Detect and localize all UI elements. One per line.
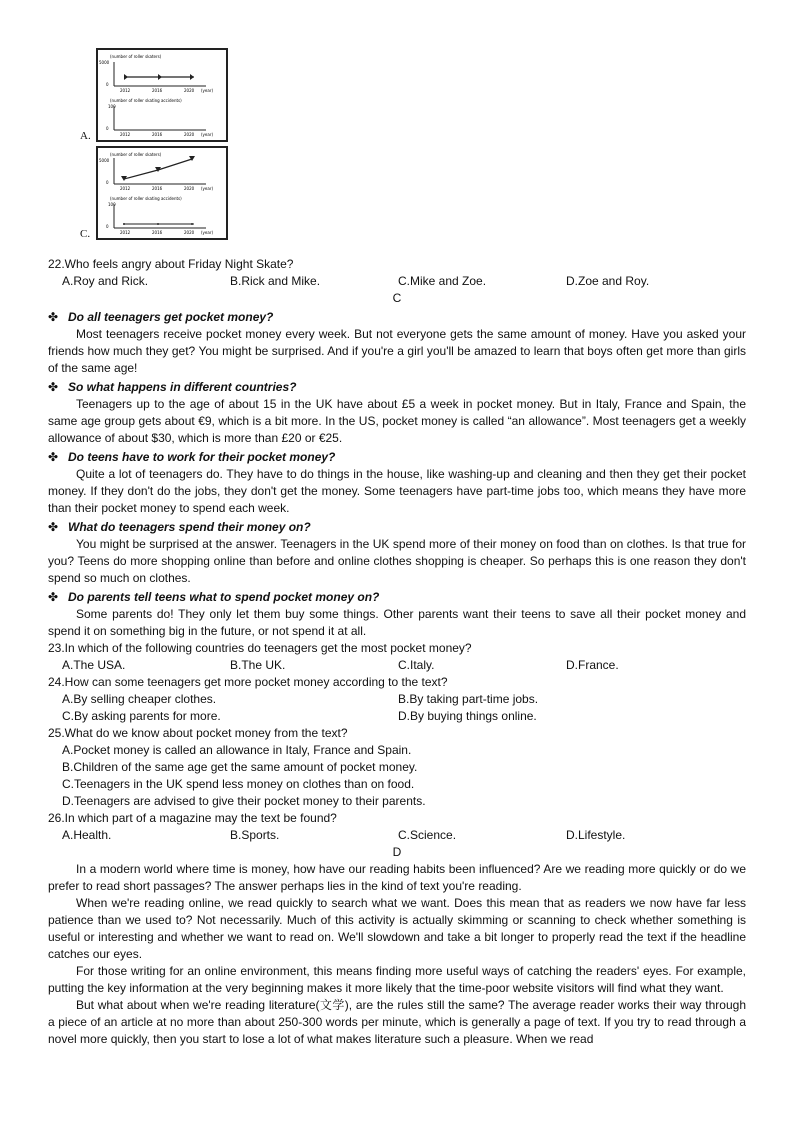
top-xunit: (year) (201, 186, 214, 191)
option-d: D.Zoe and Roy. (566, 274, 650, 288)
bottom-ylabel: (number of roller skating accidents) (110, 196, 182, 201)
bottom-xunit: (year) (201, 132, 214, 137)
exam-content (48, 256, 746, 1048)
passage-paragraph: Teenagers up to the age of about 15 in the UK have about £5 a week in pocket money. But in Italy, France and Spain, the same age group gets about €9, which is a bit more. In the US, pocket money is called “an allowance”. Most teenagers get a weekly allowance of about $30, which is more than £20 or €25. (48, 397, 746, 445)
passage-paragraph: Some parents do! They only let them buy some things. Other parents want their teens to save all their pocket money and spend it on something big in the future, or not spend it at all. (48, 607, 746, 638)
clover-bullet-icon: ✤ (48, 310, 59, 324)
bottom-xtick: 2016 (152, 132, 163, 137)
bottom-xtick: 2020 (184, 230, 195, 235)
passage-paragraph: But what about when we're reading literature(文学), are the rules still the same? The average reader works their way through a piece of an article at no more than about 250-300 words per minute, which is generally a page of text. If you try to read through a novel more quickly, then you start to lose a lot of what makes literature such a pleasure. When we read (48, 998, 746, 1046)
clover-bullet-icon: ✤ (48, 520, 59, 534)
figure-a-box (96, 48, 228, 142)
option-a: A.Roy and Rick. (62, 274, 149, 288)
bottom-origin: 0 (106, 224, 109, 229)
option-d: D.By buying things online. (398, 709, 537, 723)
bottom-xtick: 2012 (120, 132, 131, 137)
bottom-xtick: 2016 (152, 230, 163, 235)
bottom-xtick: 2020 (184, 132, 195, 137)
passage-paragraph: Quite a lot of teenagers do. They have to do things in the house, like washing-up and cleaning and then they get their pocket money. If they don't do the jobs, they don't get the money. Some teenagers have part-time jobs too, which means they have more than their pocket money to spend each week. (48, 467, 746, 515)
top-origin: 0 (106, 180, 109, 185)
question-24: 24.How can some teenagers get more pocket money according to the text? (48, 675, 448, 689)
option-a: A.Pocket money is called an allowance in Italy, France and Spain. (62, 743, 412, 757)
heading-text: So what happens in different countries? (68, 380, 297, 394)
option-d: D.Teenagers are advised to give their pocket money to their parents. (62, 794, 426, 808)
passage-heading (48, 449, 746, 466)
figure-letter: A. (80, 130, 91, 142)
top-xtick: 2020 (184, 186, 195, 191)
top-xtick: 2012 (120, 88, 131, 93)
question-23: 23.In which of the following countries do teenagers get the most pocket money? (48, 641, 472, 655)
passage-heading (48, 309, 746, 326)
heading-text: Do parents tell teens what to spend pocket money on? (68, 590, 380, 604)
passage-heading (48, 589, 746, 606)
passage-heading (48, 519, 746, 536)
option-d: D.Lifestyle. (566, 828, 626, 842)
top-ytick: 5000 (99, 158, 110, 163)
option-b: B.The UK. (230, 658, 286, 672)
bottom-marker (123, 223, 125, 225)
question-22: 22.Who feels angry about Friday Night Skate? (48, 257, 294, 271)
top-xtick: 2012 (120, 186, 131, 191)
bottom-marker (191, 223, 193, 225)
clover-bullet-icon: ✤ (48, 590, 59, 604)
top-xtick: 2016 (152, 186, 163, 191)
option-c: C.Mike and Zoe. (398, 274, 487, 288)
option-a: A.The USA. (62, 658, 126, 672)
option-d: D.France. (566, 658, 619, 672)
top-ylabel: (number of roller skaters) (110, 54, 162, 59)
question-23-options (48, 657, 746, 674)
passage-paragraph: Most teenagers receive pocket money every week. But not everyone gets the same amount of money. Have you asked your friends how much they get? You might be surprised. And if you're a girl you'll be amazed to learn that boys often get more than girls of the same age! (48, 327, 746, 375)
bottom-ytick: 100 (108, 104, 116, 109)
passage-c (48, 309, 746, 640)
option-b: B.Rick and Mike. (230, 274, 321, 288)
passage-paragraph: For those writing for an online environment, this means finding more useful ways of catching the readers' eyes. For example, putting the key information at the very beginning makes it more likely that the time-poor website visitors will find what they want. (48, 964, 746, 995)
top-xunit: (year) (201, 88, 214, 93)
heading-text: What do teenagers spend their money on? (68, 520, 311, 534)
top-xtick: 2020 (184, 88, 195, 93)
top-origin: 0 (106, 82, 109, 87)
option-c: C.By asking parents for more. (62, 709, 221, 723)
heading-text: Do teens have to work for their pocket money? (68, 450, 336, 464)
option-a: A.Health. (62, 828, 112, 842)
option-b: B.By taking part-time jobs. (398, 692, 539, 706)
heading-text: Do all teenagers get pocket money? (68, 310, 274, 324)
option-c: C.Italy. (398, 658, 435, 672)
passage-paragraph: When we're reading online, we read quickly to search what we want. Does this mean that as readers we now have far less patience than we used to? Not necessarily. Much of this activity is actually skimming or scanning to check whether something is useful or interesting and whether we want to read on. We'll slowdown and take a bit longer to properly read the text if the headline catches our eyes. (48, 896, 746, 961)
question-26: 26.In which part of a magazine may the text be found? (48, 811, 337, 825)
figure-letter: C. (80, 228, 91, 240)
bottom-marker (157, 223, 159, 225)
top-ylabel: (number of roller skaters) (110, 152, 162, 157)
passage-paragraph: In a modern world where time is money, how have our reading habits been influenced? Are we reading more quickly or do we prefer to read short passages? The answer perhaps lies in the kind of text you're reading. (48, 862, 746, 893)
figure-c (80, 146, 240, 240)
option-c: C.Science. (398, 828, 457, 842)
clover-bullet-icon: ✤ (48, 450, 59, 464)
top-ytick: 5000 (99, 60, 110, 65)
passage-d (48, 861, 746, 1048)
question-26-options (48, 827, 746, 844)
option-c: C.Teenagers in the UK spend less money on clothes than on food. (62, 777, 415, 791)
question-24-options-row2 (48, 708, 746, 725)
top-xtick: 2016 (152, 88, 163, 93)
section-c-label: C (392, 291, 402, 305)
top-marker (124, 74, 128, 80)
bottom-ytick: 100 (108, 202, 116, 207)
figure-a (80, 48, 240, 142)
option-b: B.Children of the same age get the same amount of pocket money. (62, 760, 418, 774)
section-d-label: D (392, 845, 402, 859)
figure-c-charts (98, 148, 226, 238)
option-b: B.Sports. (230, 828, 280, 842)
chart-options (80, 48, 240, 244)
option-a: A.By selling cheaper clothes. (62, 692, 217, 706)
clover-bullet-icon: ✤ (48, 380, 59, 394)
bottom-origin: 0 (106, 126, 109, 131)
top-marker (190, 74, 194, 80)
bottom-ylabel: (number of roller skating accidents) (110, 98, 182, 103)
bottom-xtick: 2012 (120, 230, 131, 235)
figure-c-box (96, 146, 228, 240)
figure-a-charts (98, 50, 226, 140)
question-24-options-row1 (48, 691, 746, 708)
passage-paragraph: You might be surprised at the answer. Teenagers in the UK spend more of their money on food than on clothes. Is that true for you? Teens do more shopping online than before and online clothes shopping is cheaper. So perhaps this is one reason they don't spend so much on clothes. (48, 537, 746, 585)
passage-heading (48, 379, 746, 396)
bottom-xunit: (year) (201, 230, 214, 235)
top-marker (158, 74, 162, 80)
question-22-options (48, 273, 746, 290)
question-25: 25.What do we know about pocket money from the text? (48, 726, 348, 740)
